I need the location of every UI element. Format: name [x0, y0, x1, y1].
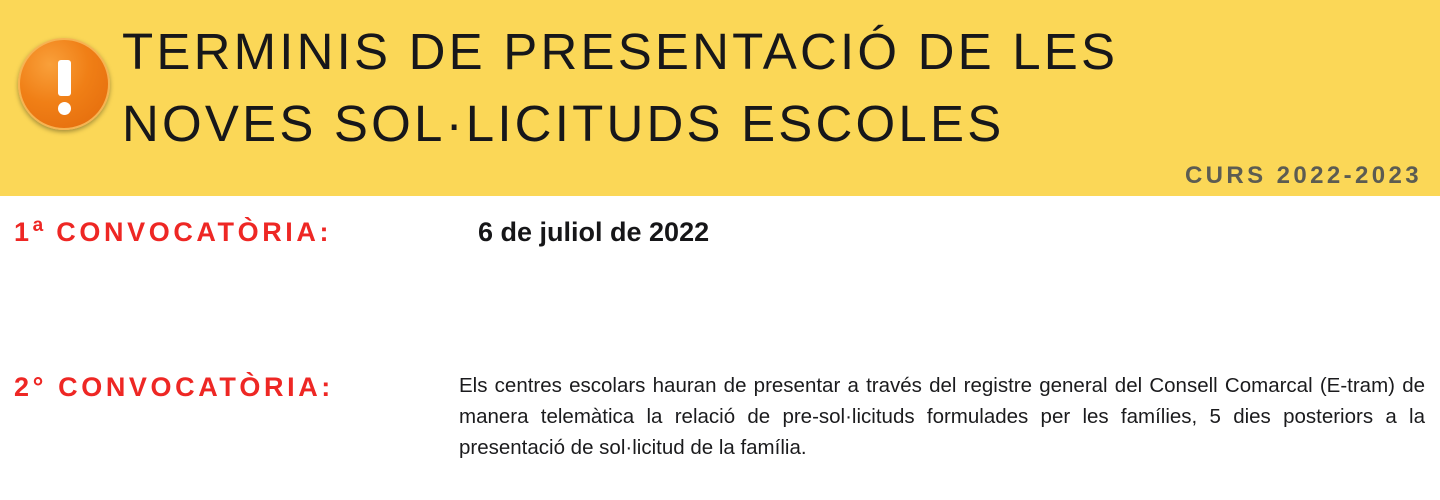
page-title-line-1: TERMINIS DE PRESENTACIÓ DE LES	[122, 23, 1119, 80]
header-banner	[0, 0, 1440, 196]
first-call-label-ordinal: a	[32, 215, 46, 236]
page-title	[122, 16, 1422, 160]
second-call-description: Els centres escolars hauran de presentar a través del registre general del Consell Comarcal (E-tram) de manera telemàtica la relació de pre-sol·licituds formulades per les famílies, 5 dies posteriors a la presentació de sol·licitud de la família.	[459, 374, 1425, 459]
first-call-label-text: CONVOCATÒRIA:	[45, 217, 333, 247]
exclamation-dot	[58, 102, 71, 115]
header-banner-inner	[0, 0, 1440, 196]
body-content	[0, 196, 1440, 500]
first-call-label	[14, 215, 332, 248]
page-title-line-2: NOVES SOL·LICITUDS ESCOLES	[122, 95, 1005, 152]
first-call-label-number: 1	[14, 217, 33, 247]
alert-exclamation-icon	[18, 38, 110, 130]
course-label: CURS 2022-2023	[1184, 162, 1422, 189]
exclamation-bar	[58, 60, 71, 96]
second-call-label: 2° CONVOCATÒRIA:	[14, 372, 334, 402]
first-call-date: 6 de juliol de 2022	[478, 217, 710, 247]
entry-row-first-call	[0, 215, 1440, 261]
